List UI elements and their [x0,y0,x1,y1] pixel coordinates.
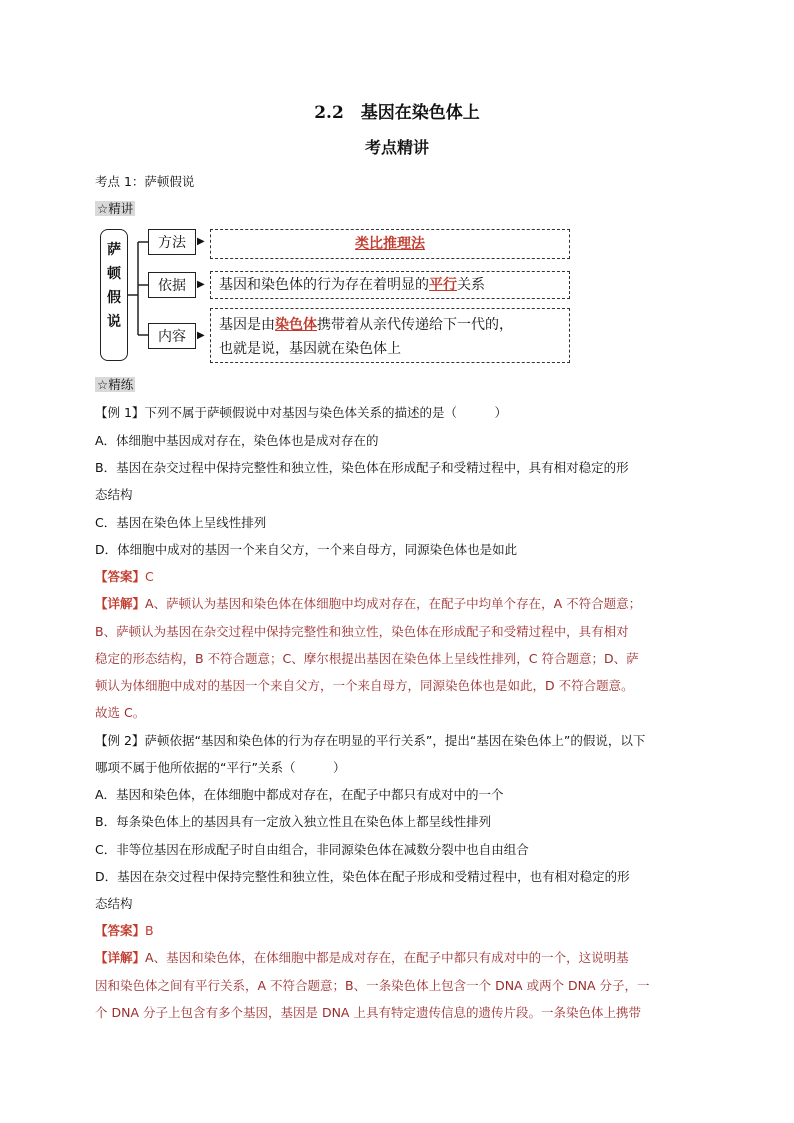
basis-box [210,271,570,299]
option: B．基因在杂交过程中保持完整性和独立性，染色体在形成配子和受精过程中，具有相对稳定的形 [95,460,629,475]
detail-line: 个 DNA 分子上包含有多个基因，基因是 DNA 上具有特定遗传信息的遗传片段。一条染色体上携带 [95,1005,641,1020]
arrow-right-icon: ▶ [197,236,205,247]
content-box [210,308,570,363]
detail-label: 【详解】 [95,596,146,611]
method-box [210,229,570,259]
label-content: 内容 [148,323,196,349]
section-jingjiang: ☆精讲 [97,201,134,216]
option: D．体细胞中成对的基因一个来自父方，一个来自母方，同源染色体也是如此 [95,542,518,557]
detail-line: A、萨顿认为基因和染色体在体细胞中均成对存在，在配子中均单个存在，A 不符合题意； [145,596,642,611]
page-title: 2.2 基因在染色体上 [314,103,480,123]
content-text-red: 染色体 [275,317,317,333]
option: C．基因在染色体上呈线性排列 [95,515,267,530]
arrow-right-icon: ▶ [197,330,205,341]
example1-answer [95,567,154,585]
answer-value: C [145,569,154,584]
detail-line: 顿认为体细胞中成对的基因一个来自父方，一个来自母方，同源染色体也是如此，D 不符合题意。 [95,678,634,693]
root-char: 说 [107,314,121,330]
basis-text-post: 关系 [457,277,485,293]
section-subtitle: 考点精讲 [364,138,429,157]
example1-label: 【例 1】 [95,405,145,420]
example1-question-text: 下列不属于萨顿假说中对基因与染色体关系的描述的是（ ） [144,405,507,420]
basis-text-pre: 基因和染色体的行为存在着明显的 [219,277,429,293]
answer-value: B [145,923,154,938]
content-text-line2: 也就是说，基因就在染色体上 [219,341,401,357]
root-char: 假 [107,290,121,306]
example1-question [95,403,507,421]
example2-question-text: 萨顿依据“基因和染色体的行为存在明显的平行关系”，提出“基因在染色体上”的假说，以下 [144,733,646,748]
option: C．非等位基因在形成配子时自由组合，非同源染色体在减数分裂中也自由组合 [95,842,529,857]
content-text-post: 携带着从亲代传递给下一代的， [317,317,513,333]
detail-line: 稳定的形态结构，B 不符合题意；C、摩尔根提出基因在染色体上呈线性排列，C 符合题意；D、萨 [95,651,639,666]
diagram-bracket-lines [128,225,150,365]
answer-label: 【答案】 [95,923,146,938]
method-text: 类比推理法 [355,236,425,252]
answer-label: 【答案】 [95,569,146,584]
example2-label: 【例 2】 [95,733,145,748]
example2-detail [95,948,629,966]
option: D．基因在杂交过程中保持完整性和独立性，染色体在配子形成和受精过程中，也有相对稳定的形 [95,869,630,884]
option: A．基因和染色体，在体细胞中都成对存在，在配子中都只有成对中的一个 [95,787,504,802]
detail-line: 因和染色体之间有平行关系，A 不符合题意；B、一条染色体上包含一个 DNA 或两个 DNA 分子，一 [95,978,650,993]
example2-question [95,731,645,749]
example2-answer [95,921,154,939]
label-method: 方法 [148,229,196,255]
option: B．每条染色体上的基因具有一定放入独立性且在染色体上都呈线性排列 [95,814,492,829]
option-continued: 态结构 [95,487,133,502]
detail-line: A、基因和染色体，在体细胞中都是成对存在，在配子中都只有成对中的一个，这说明基 [145,950,629,965]
example2-question-cont: 哪项不属于他所依据的“平行”关系（ ） [95,760,346,775]
diagram-root-box [100,229,128,361]
label-basis: 依据 [148,272,196,298]
sadun-hypothesis-diagram [100,225,575,365]
root-char: 顿 [107,266,121,282]
example1-detail [95,594,641,612]
content-text-pre: 基因是由 [219,317,275,333]
arrow-right-icon: ▶ [197,279,205,290]
topic-heading: 考点 1：萨顿假说 [95,174,195,189]
root-char: 萨 [107,242,121,258]
option: A．体细胞中基因成对存在，染色体也是成对存在的 [95,433,379,448]
section-jinglian: ☆精练 [97,377,134,392]
detail-label: 【详解】 [95,950,146,965]
option-continued: 态结构 [95,896,133,911]
detail-line: B、萨顿认为基因在杂交过程中保持完整性和独立性，染色体在形成配子和受精过程中，具有相对 [95,624,629,639]
basis-text-red: 平行 [429,277,457,293]
detail-line: 故选 C。 [95,705,146,720]
